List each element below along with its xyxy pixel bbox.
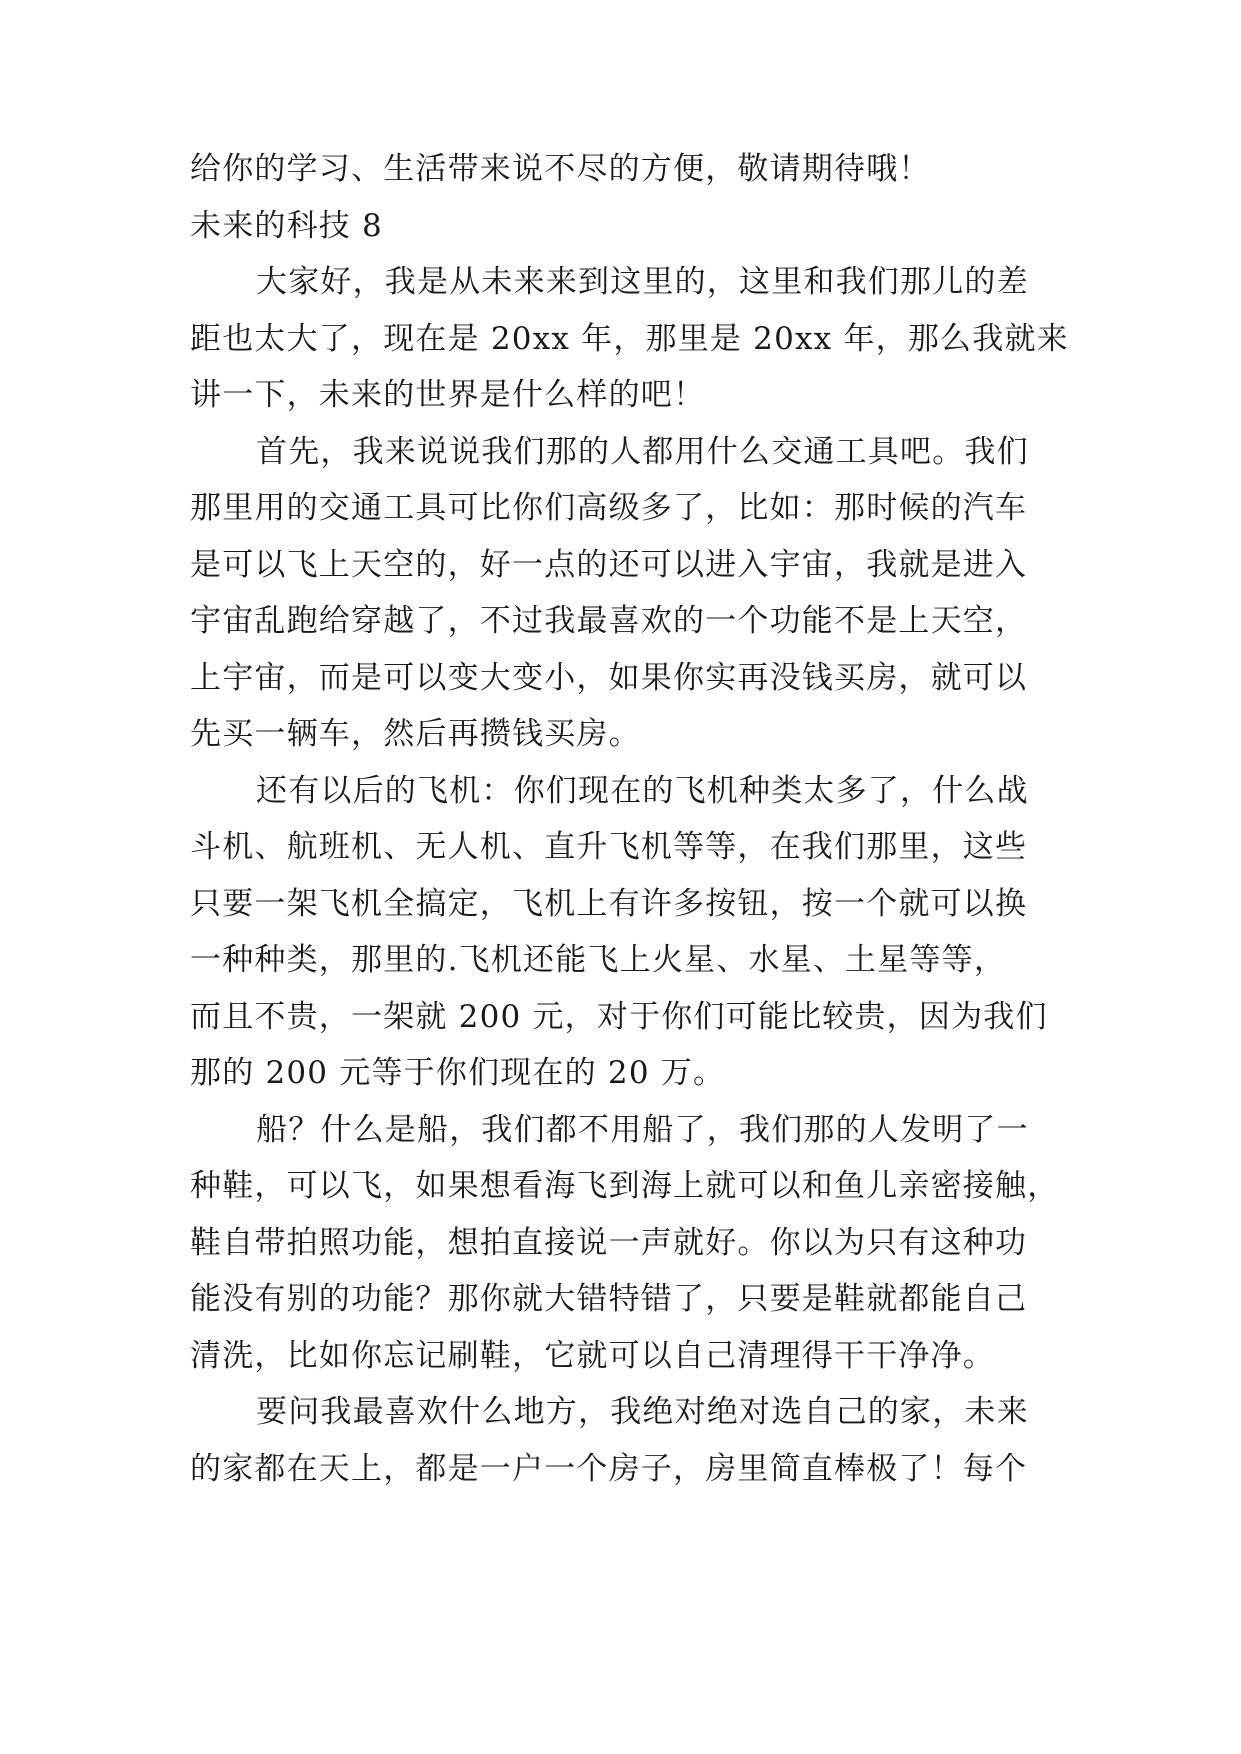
text-line: 斗机、航班机、无人机、直升飞机等等，在我们那里，这些	[190, 829, 1028, 865]
text-line: 先买一辆车，然后再攒钱买房。	[190, 716, 641, 752]
paragraph-first-line: 船？什么是船，我们都不用船了，我们那的人发明了一	[256, 1112, 1029, 1148]
text-line: 讲一下，未来的世界是什么样的吧！	[190, 377, 706, 413]
text-line: 一种种类，那里的.飞机还能飞上火星、水星、土星等等，	[190, 942, 1007, 978]
text-line: 而且不贵，一架就 200 元，对于你们可能比较贵，因为我们	[190, 999, 1048, 1035]
text-line: 种鞋，可以飞，如果想看海飞到海上就可以和鱼儿亲密接触，	[190, 1168, 1060, 1204]
paragraph-first-line: 大家好，我是从未来来到这里的，这里和我们那儿的差	[256, 264, 1029, 300]
text-line: 的家都在天上，都是一户一个房子，房里简直棒极了！每个	[190, 1451, 1028, 1487]
paragraph-first-line: 还有以后的飞机：你们现在的飞机种类太多了，什么战	[256, 773, 1029, 809]
text-line: 距也太大了，现在是 20xx 年，那里是 20xx 年，那么我就来	[190, 321, 1069, 357]
paragraph-first-line: 首先，我来说说我们那的人都用什么交通工具吧。我们	[256, 434, 1029, 470]
text-line: 那里用的交通工具可比你们高级多了，比如：那时候的汽车	[190, 490, 1028, 526]
text-line: 清洗，比如你忘记刷鞋，它就可以自己清理得干干净净。	[190, 1338, 995, 1374]
text-line: 给你的学习、生活带来说不尽的方便，敬请期待哦！	[190, 151, 931, 187]
text-line: 上宇宙，而是可以变大变小，如果你实再没钱买房，就可以	[190, 660, 1028, 696]
text-line: 那的 200 元等于你们现在的 20 万。	[190, 1055, 726, 1091]
section-title: 未来的科技 8	[190, 208, 383, 244]
text-line: 鞋自带拍照功能，想拍直接说一声就好。你以为只有这种功	[190, 1225, 1028, 1261]
text-line: 是可以飞上天空的，好一点的还可以进入宇宙，我就是进入	[190, 547, 1028, 583]
text-line: 只要一架飞机全搞定，飞机上有许多按钮，按一个就可以换	[190, 886, 1028, 922]
text-line: 能没有别的功能？那你就大错特错了，只要是鞋就都能自己	[190, 1281, 1028, 1317]
text-line: 宇宙乱跑给穿越了，不过我最喜欢的一个功能不是上天空，	[190, 603, 1028, 639]
paragraph-first-line: 要问我最喜欢什么地方，我绝对绝对选自己的家，未来	[256, 1394, 1029, 1430]
